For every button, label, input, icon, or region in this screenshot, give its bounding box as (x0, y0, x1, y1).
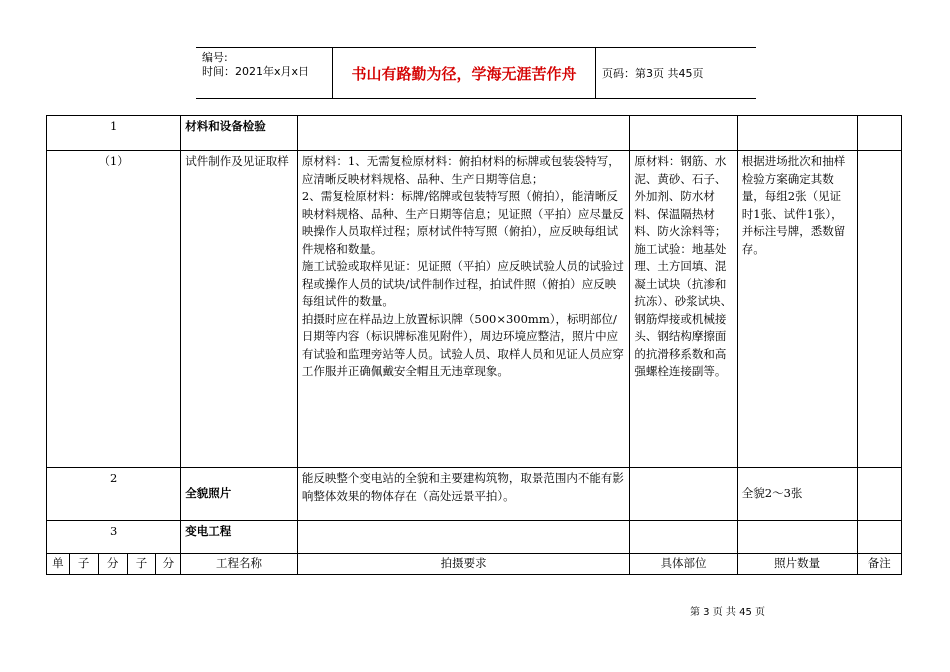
column-header: 具体部位 (630, 554, 737, 575)
column-header: 子 (127, 554, 156, 575)
table-row (47, 116, 902, 151)
header-motto: 书山有路勤为径，学海无涯苦作舟 (332, 48, 596, 98)
header-page: 页码：第3页 共45页 (602, 67, 704, 80)
page-header (196, 47, 756, 99)
row-location: 原材料：钢筋、水泥、黄砂、石子、外加剂、防水材料、保温隔热材料、防火涂料等；施工试验：地基处理、土方回填、混凝土试块（抗渗和抗冻）、砂浆试块、钢筋焊接或机械接头、钢结构摩擦面的抗滑移系数和高强螺栓连接副等。 (630, 151, 737, 468)
row-count: 根据进场批次和抽样检验方案确定其数量，每组2张（见证时1张、试件1张），并标注号牌，悉数留存。 (737, 151, 857, 468)
table-row (47, 151, 902, 468)
row-number: 1 (47, 116, 181, 151)
column-header: 分 (156, 554, 181, 575)
serial-label: 编号: (202, 51, 228, 64)
row-name: 全貌照片 (181, 468, 298, 521)
table-row (47, 521, 902, 554)
column-header: 备注 (857, 554, 901, 575)
column-header: 单 (47, 554, 70, 575)
row-name: 变电工程 (181, 521, 298, 554)
row-count: 全貌2～3张 (737, 468, 857, 521)
column-header: 拍摄要求 (297, 554, 630, 575)
row-number: 2 (47, 468, 181, 521)
row-name: 试件制作及见证取样 (181, 151, 298, 468)
row-number: （1） (47, 151, 181, 468)
column-header: 照片数量 (737, 554, 857, 575)
column-header: 分 (98, 554, 127, 575)
row-name: 材料和设备检验 (181, 116, 298, 151)
table-row (47, 468, 902, 521)
page-footer: 第 3 页 共 45 页 (690, 607, 765, 618)
photo-requirements-table (46, 115, 902, 575)
column-header-row (47, 554, 902, 575)
column-header: 工程名称 (181, 554, 298, 575)
column-header: 子 (69, 554, 98, 575)
header-meta (196, 48, 332, 98)
row-requirement: 能反映整个变电站的全貌和主要建构筑物，取景范围内不能有影响整体效果的物体存在（高处远景平拍）。 (297, 468, 630, 521)
time-label: 时间：2021年x月x日 (202, 65, 310, 78)
row-requirement: 原材料：1、无需复检原材料：俯拍材料的标牌或包装袋特写，应清晰反映材料规格、品种、生产日期等信息； 2、需复检原材料：标牌/铭牌或包装特写照（俯拍），能清晰反映材料规格、品种、生产日期等信息；见证照（平拍）应尽量反映操作人员取样过程；原材试件特写照（俯拍），应反映每组试件规格和数量。 施工试验或取样见证：见证照（平拍）应反映试验人员的试验过程或操作人员的试块/试件制作过程，拍试件照（俯拍）应反映每组试件的数量。 拍摄时应在样品边上放置标识牌（500×300mm），标明部位/日期等内容（标识牌标准见附件），周边环境应整洁，照片中应有试验和监理旁站等人员。试验人员、取样人员和见证人员应穿工作服并正确佩戴安全帽且无违章现象。 (297, 151, 630, 468)
row-number: 3 (47, 521, 181, 554)
